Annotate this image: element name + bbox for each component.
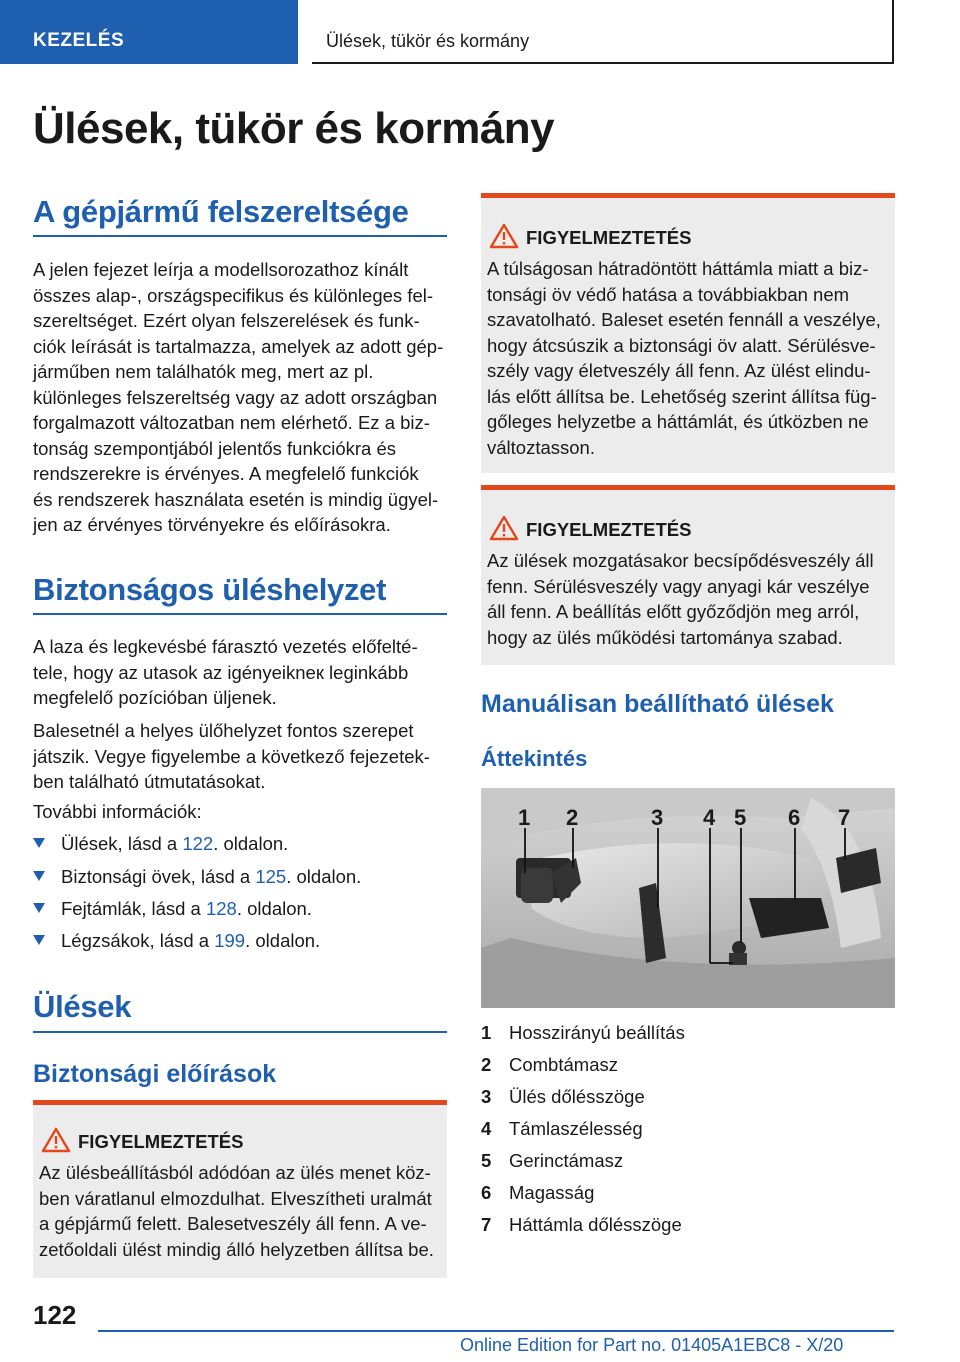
- warning-text: Az ülésbeállításból adódóan az ülés menet köz- ben váratlanul elmozdulhat. Elveszítheti uralmát a gépjármű felett. Balesetveszély áll fenn. A ve- zetőoldali ülést mindig álló helyzetben állítsa be.: [39, 1162, 434, 1260]
- warning-triangle-icon: [489, 223, 519, 249]
- heading-rule: [33, 1031, 447, 1033]
- text-line: rendszerekre is érvényes. A megfelelő funkciók: [33, 463, 419, 484]
- heading-equipment: A gépjármű felszereltsége: [33, 194, 409, 229]
- text-line: forgalmazott változatban nem elérhető. Ez a biz-: [33, 412, 430, 433]
- page-link[interactable]: 122: [182, 833, 214, 854]
- triangle-bullet-icon: [33, 838, 45, 848]
- heading-manual-seats: Manuálisan beállítható ülések: [481, 690, 834, 718]
- triangle-bullet-icon: [33, 903, 45, 913]
- seat-position-p1: [33, 634, 418, 711]
- figure-label: 7: [838, 805, 851, 830]
- leader-lines: [481, 788, 895, 1008]
- figure-label: 6: [788, 805, 801, 830]
- heading-rule: [33, 613, 447, 615]
- warning-triangle-icon: [41, 1127, 71, 1153]
- warning-title: FIGYELMEZTETÉS: [78, 1131, 244, 1152]
- page-link[interactable]: 128: [205, 898, 237, 919]
- text-line: ciók leírását is tartalmazza, amelyek az adott gép-: [33, 335, 444, 357]
- more-info-label: További információk:: [33, 801, 202, 822]
- text-line: Balesetnél a helyes ülőhelyzet fontos szerepet: [33, 720, 414, 741]
- figure-label: 3: [651, 805, 664, 830]
- warning-title: FIGYELMEZTETÉS: [526, 227, 692, 248]
- footer-rule: [98, 1330, 894, 1332]
- page-link[interactable]: 199: [214, 930, 246, 951]
- warning-box: [481, 193, 895, 473]
- seat-position-p2: [33, 718, 430, 795]
- figure-label: 2: [566, 805, 579, 830]
- figure-label: 1: [518, 805, 531, 830]
- subheading-overview: Áttekintés: [481, 746, 588, 771]
- text-line: járműben nem találhatók meg, mert az pl.: [33, 361, 374, 382]
- triangle-bullet-icon: [33, 935, 45, 945]
- warning-box: [33, 1100, 447, 1278]
- text-line: A jelen fejezet leírja a modellsorozathoz kínált: [33, 259, 409, 280]
- page-number: 122: [33, 1300, 77, 1330]
- text-line: tonság szempontjából jelentős funkciókra és: [33, 437, 397, 459]
- heading-seats: Ülések: [33, 989, 132, 1024]
- figure-label: 4: [703, 805, 716, 830]
- section-tab: [0, 0, 298, 64]
- subheading-safety: Biztonsági előírások: [33, 1060, 277, 1088]
- text-line: szereltséget. Ezért olyan felszerelések és funk-: [33, 310, 420, 331]
- warning-text: A túlságosan hátradöntött háttámla miatt a biz- tonsági öv védő hatása a továbbiakban nem szavatolható. Baleset esetén fennáll a veszélye, hogy átcsúszik a biztonsági öv alatt. Sérülésve- szély vagy életveszély áll fenn. Az ülést elindu- lás előtt állítsa be. Lehetőség szerint állítsa füg- gőleges helyzetbe a háttámlát, és útközben ne változtasson.: [487, 258, 881, 458]
- seat-adjustment-figure: [481, 788, 895, 1008]
- warning-text: Az ülések mozgatásakor becsípődésveszély áll fenn. Sérülésveszély vagy anyagi kár veszélye áll fenn. A beállítás előtt győződjön meg arról, hogy az ülés működési tartománya szabad.: [487, 550, 874, 648]
- text-line: tele, hogy az utasok az igényeikneк leginkább: [33, 661, 409, 683]
- text-line: A laza és legkevésbé fárasztó vezetés előfelté-: [33, 636, 418, 657]
- text-line: és rendszerek használata esetén is mindig ügyel-: [33, 488, 439, 510]
- chapter-header: [312, 0, 894, 64]
- warning-triangle-icon: [489, 515, 519, 541]
- page-title: Ülések, tükör és kormány: [33, 104, 555, 153]
- heading-seat-position: Biztonságos üléshelyzet: [33, 572, 387, 607]
- text-line: különleges felszereltség vagy az adott országban: [33, 386, 438, 408]
- chapter-label: Ülések, tükör és kormány: [326, 31, 530, 51]
- heading-rule: [33, 235, 447, 237]
- page-link[interactable]: 125: [255, 866, 287, 887]
- text-line: jen az érvényes törvényekre és előírásokra.: [33, 514, 391, 535]
- warning-box: [481, 485, 895, 665]
- triangle-bullet-icon: [33, 871, 45, 881]
- text-line: megfelelő pozícióban üljenek.: [33, 687, 277, 708]
- figure-label: 5: [734, 805, 747, 830]
- section-label: KEZELÉS: [33, 30, 125, 51]
- text-line: összes alap-, országspecifikus és különleges fel-: [33, 284, 433, 306]
- equipment-paragraph: [33, 257, 443, 538]
- text-line: ben található útmutatásokat.: [33, 771, 266, 792]
- footer-edition: Online Edition for Part no. 01405A1EBC8 - X/20: [460, 1335, 844, 1355]
- text-line: játszik. Vegye figyelembe a következő fejezetek-: [33, 745, 430, 767]
- warning-title: FIGYELMEZTETÉS: [526, 519, 692, 540]
